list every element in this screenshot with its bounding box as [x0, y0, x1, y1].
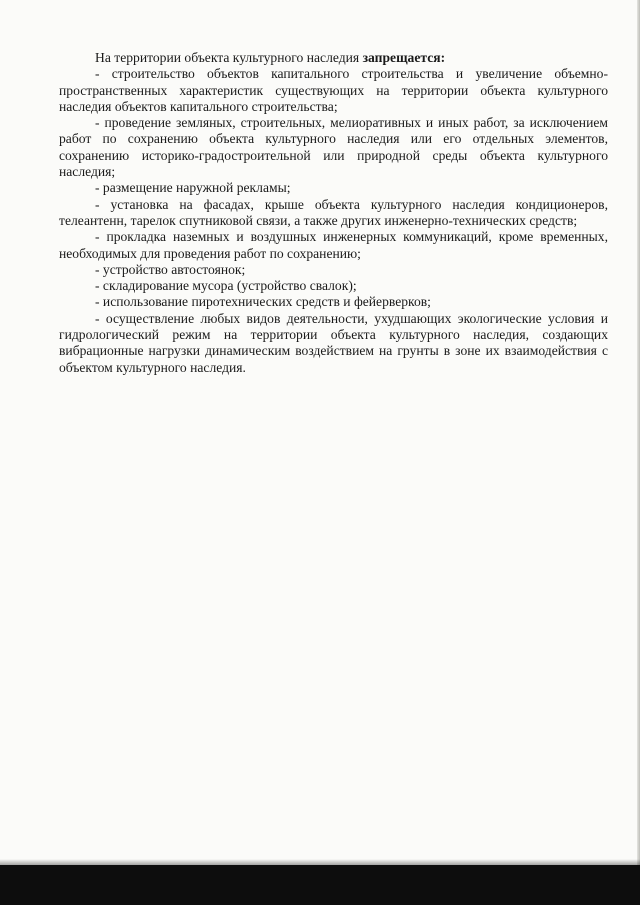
intro-paragraph — [59, 50, 608, 66]
prohibition-item-6: - устройство автостоянок; — [95, 261, 246, 277]
scan-edge-bottom — [0, 865, 640, 905]
prohibition-item-9: - осуществление любых видов деятельности, ухудшающих экологические условия и гидрологический режим на территории объекта культурного наследия, создающих вибрационные нагрузки динамическим воздействием на грунты в зоне их взаимодействия с объектом культурного наследия. — [59, 310, 608, 375]
prohibition-item-4: - установка на фасадах, крыше объекта культурного наследия кондиционеров, телеантенн, тарелок спутниковой связи, а также других инженерно-технических средств; — [59, 196, 608, 228]
prohibition-item-7: - складирование мусора (устройство свалок); — [95, 278, 357, 294]
intro-bold-text: запрещается: — [362, 50, 446, 65]
prohibition-item-8: - использование пиротехнических средств и фейерверков; — [95, 294, 431, 310]
prohibition-item-5: - прокладка наземных и воздушных инженерных коммуникаций, кроме временных, необходимых для проведения работ по сохранению; — [59, 229, 608, 261]
document-body — [59, 50, 608, 376]
prohibition-item-1: - строительство объектов капитального строительства и увеличение объемно-пространственных характеристик существующих на территории объекта культурного наследия объектов капитального строительства; — [59, 66, 608, 114]
prohibition-item-3: - размещение наружной рекламы; — [95, 180, 291, 196]
prohibition-item-2: - проведение земляных, строительных, мелиоративных и иных работ, за исключением работ по сохранению объекта культурного наследия или его отдельных элементов, сохранению историко-градостроительной или природной среды объекта культурного наследия; — [59, 115, 608, 180]
intro-text: На территории объекта культурного наследия — [95, 50, 363, 65]
